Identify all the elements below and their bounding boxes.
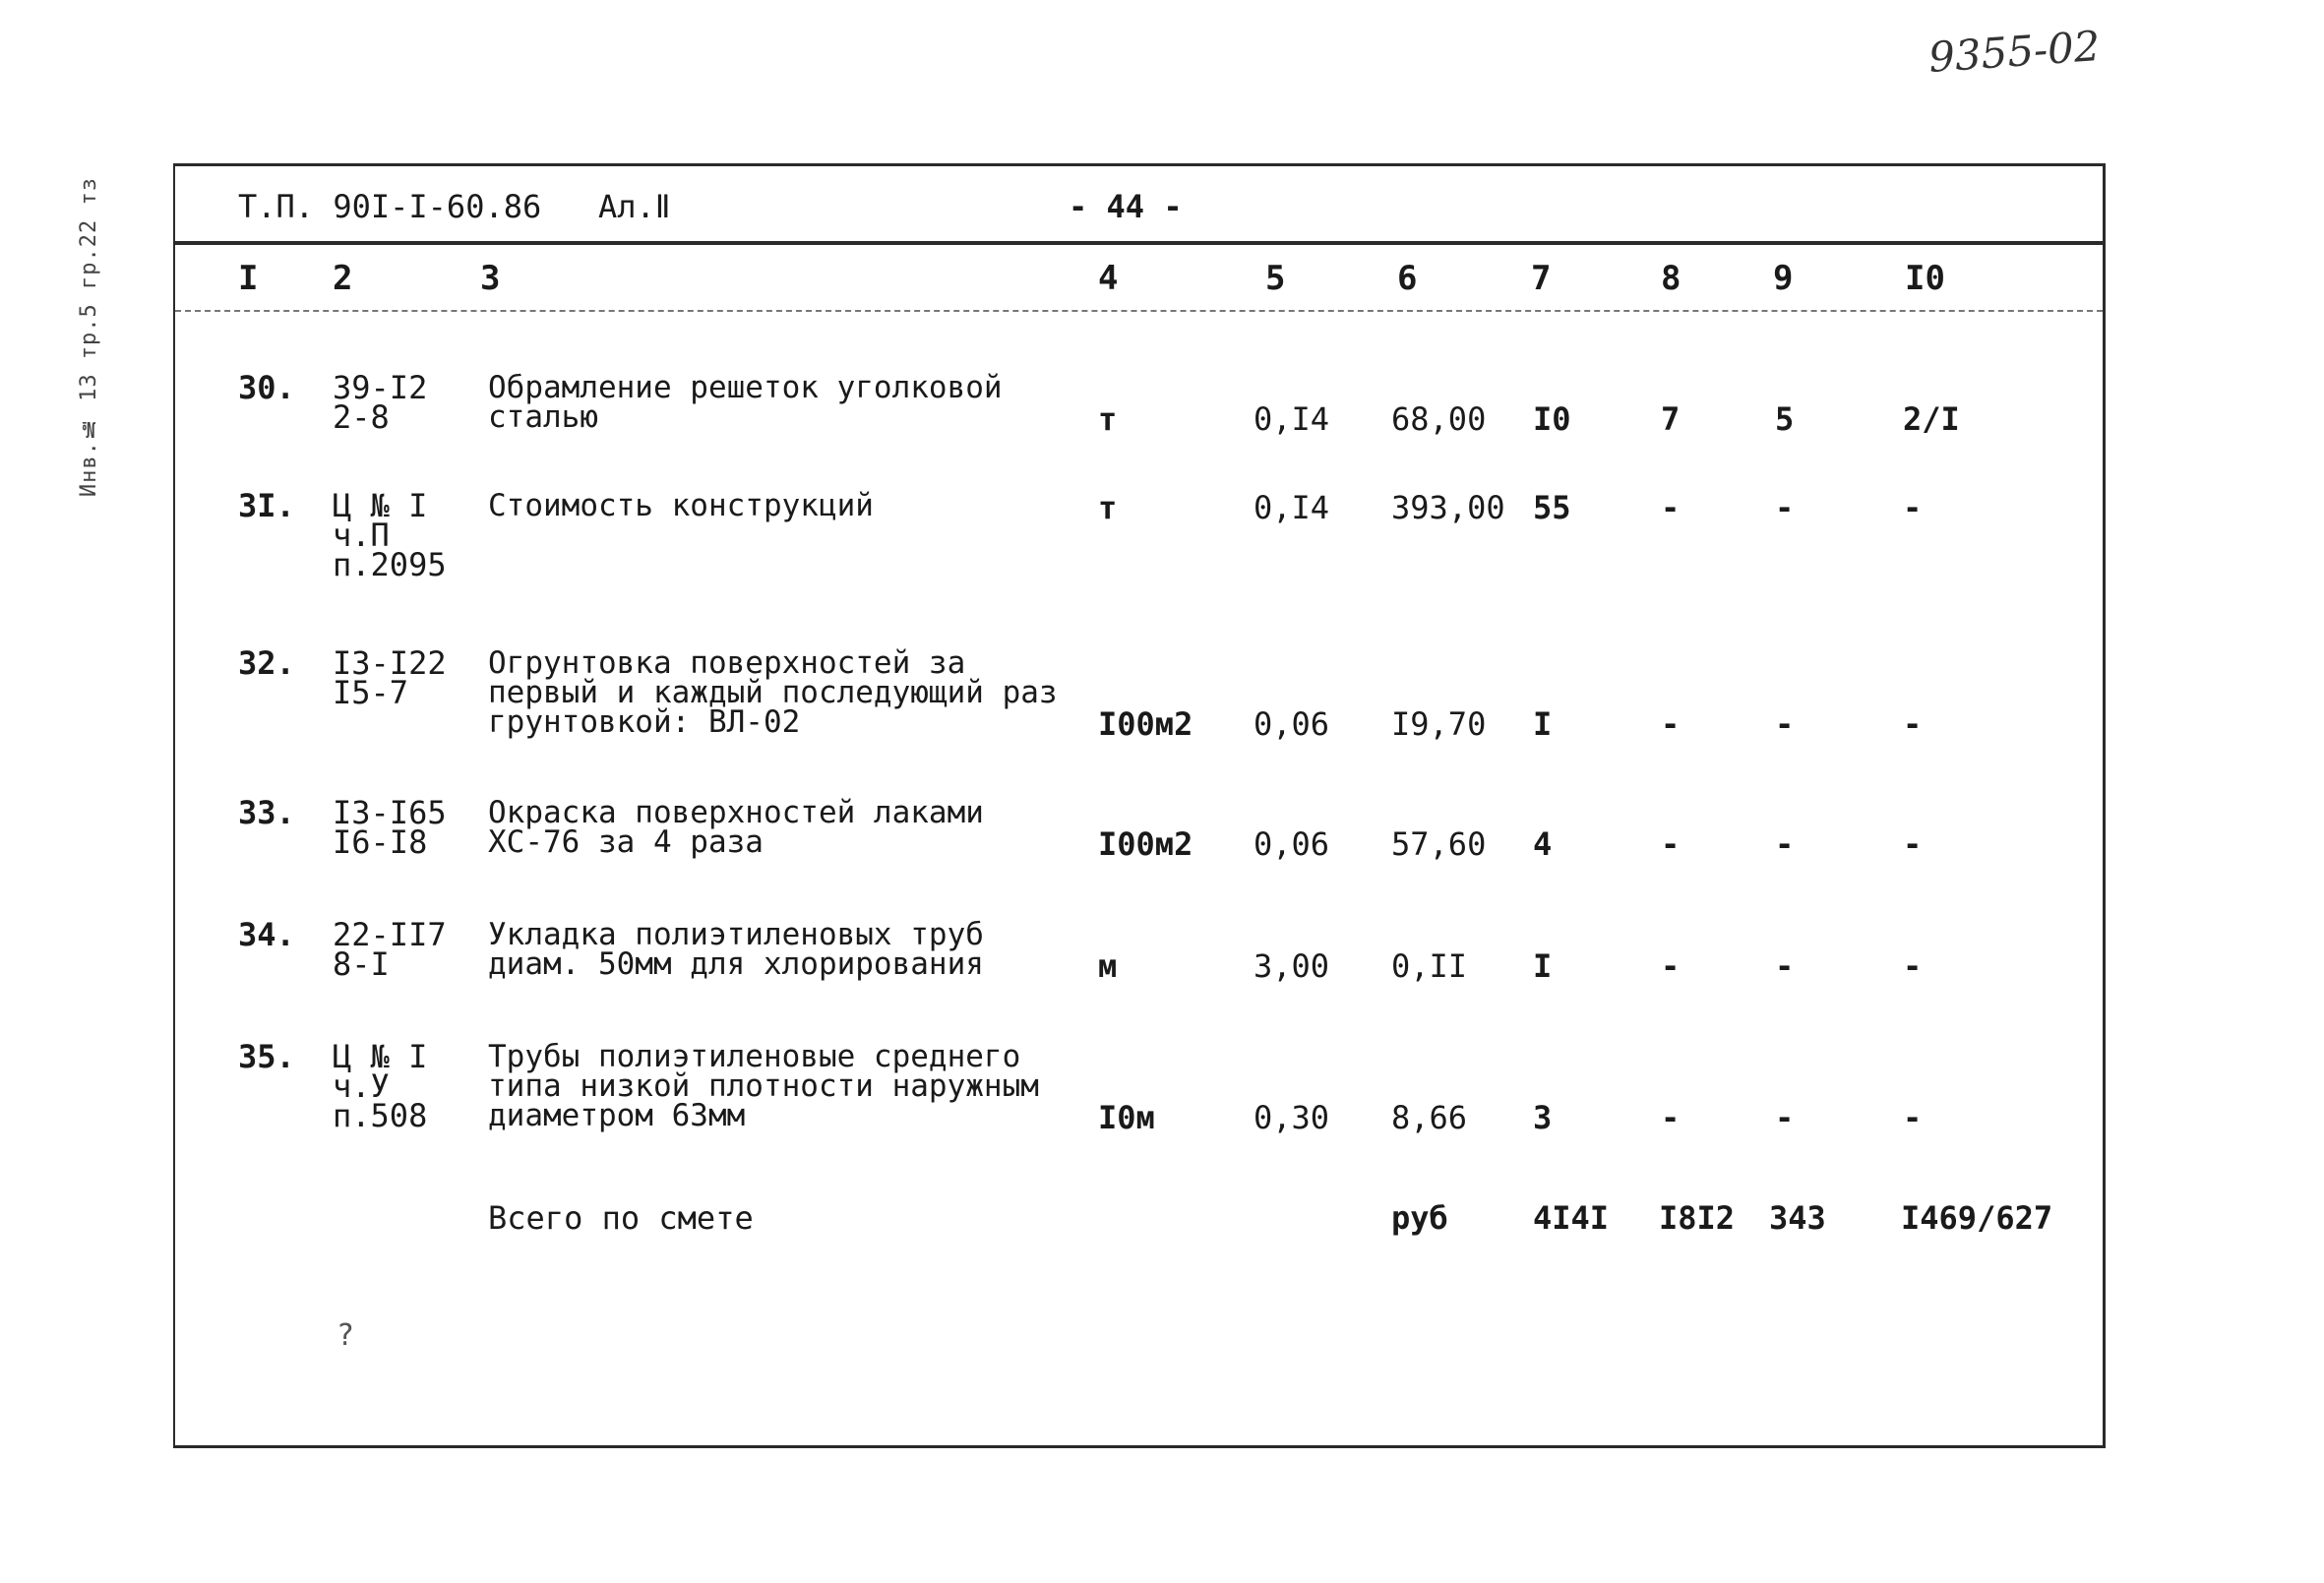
column-header: 6 bbox=[1397, 259, 1418, 298]
row-col7: 4 bbox=[1533, 825, 1553, 863]
column-header: 9 bbox=[1773, 259, 1794, 298]
total-col9: 343 bbox=[1769, 1199, 1826, 1237]
row-col9: - bbox=[1775, 489, 1795, 526]
row-description-line: Окраска поверхностей лаками bbox=[488, 795, 984, 830]
row-code-line: I6-I8 bbox=[333, 823, 428, 861]
column-header: 3 bbox=[480, 259, 501, 298]
project-code: Т.П. 90I-I-60.86 bbox=[238, 188, 542, 225]
row-unit-price: 57,60 bbox=[1391, 825, 1487, 863]
side-note: Инв.№ 13 тр.5 гр.22 тз bbox=[77, 177, 101, 498]
row-description-line: сталью bbox=[488, 399, 598, 435]
column-header: I bbox=[238, 259, 259, 298]
row-col8: - bbox=[1661, 947, 1681, 985]
row-code-line: Ц № I bbox=[333, 1038, 428, 1075]
column-header-row bbox=[175, 245, 2103, 312]
row-col8: 7 bbox=[1661, 400, 1681, 438]
row-code-line: 39-I2 bbox=[333, 369, 428, 406]
row-code-line: ч.П bbox=[333, 517, 390, 554]
row-number: 30. bbox=[238, 369, 295, 406]
row-unit-price: 0,II bbox=[1391, 947, 1468, 985]
row-description-line: первый и каждый последующий раз bbox=[488, 675, 1058, 710]
row-col7: 3 bbox=[1533, 1099, 1553, 1136]
total-col10: I469/627 bbox=[1901, 1199, 2053, 1237]
row-col7: I0 bbox=[1533, 400, 1571, 438]
row-code-line: 8-I bbox=[333, 945, 390, 983]
row-col10: - bbox=[1903, 825, 1923, 863]
row-col8: - bbox=[1661, 1099, 1681, 1136]
column-header: 2 bbox=[333, 259, 353, 298]
column-header: 5 bbox=[1265, 259, 1286, 298]
row-col10: - bbox=[1903, 1099, 1923, 1136]
column-header: I0 bbox=[1905, 259, 1945, 298]
row-col10: - bbox=[1903, 947, 1923, 985]
row-col10: 2/I bbox=[1903, 400, 1960, 438]
row-code-line: ч.У bbox=[333, 1067, 390, 1105]
row-unit: т bbox=[1098, 489, 1118, 526]
row-code-line: Ц № I bbox=[333, 487, 428, 524]
row-code-line: 2-8 bbox=[333, 398, 390, 436]
row-description-line: типа низкой плотности наружным bbox=[488, 1068, 1039, 1104]
total-unit: руб bbox=[1391, 1199, 1448, 1237]
row-quantity: 0,06 bbox=[1254, 705, 1330, 743]
row-description-line: Стоимость конструкций bbox=[488, 488, 874, 523]
row-number: 3I. bbox=[238, 487, 295, 524]
row-col9: - bbox=[1775, 705, 1795, 743]
row-col8: - bbox=[1661, 825, 1681, 863]
row-col8: - bbox=[1661, 489, 1681, 526]
album-label: Ал.Ⅱ bbox=[598, 188, 671, 225]
row-code-line: 22-II7 bbox=[333, 916, 447, 953]
row-col8: - bbox=[1661, 705, 1681, 743]
row-unit-price: I9,70 bbox=[1391, 705, 1487, 743]
row-unit-price: 393,00 bbox=[1391, 489, 1505, 526]
row-description-line: диаметром 63мм bbox=[488, 1098, 746, 1133]
row-description-line: грунтовкой: ВЛ-02 bbox=[488, 704, 801, 740]
sheet-number: 9355-02 bbox=[1926, 21, 2103, 83]
row-unit: I00м2 bbox=[1098, 825, 1193, 863]
row-col7: 55 bbox=[1533, 489, 1571, 526]
row-col9: 5 bbox=[1775, 400, 1795, 438]
row-col9: - bbox=[1775, 1099, 1795, 1136]
row-number: 32. bbox=[238, 644, 295, 682]
row-description-line: Трубы полиэтиленовые среднего bbox=[488, 1039, 1021, 1074]
row-number: 33. bbox=[238, 794, 295, 831]
total-label: Всего по смете bbox=[488, 1199, 754, 1237]
row-code-line: I3-I65 bbox=[333, 794, 447, 831]
pencil-mark: ? bbox=[336, 1318, 355, 1353]
column-header: 7 bbox=[1531, 259, 1552, 298]
row-description-line: Обрамление решеток уголковой bbox=[488, 370, 1003, 405]
row-quantity: 0,06 bbox=[1254, 825, 1330, 863]
row-col9: - bbox=[1775, 825, 1795, 863]
row-quantity: 0,I4 bbox=[1254, 489, 1330, 526]
row-col10: - bbox=[1903, 489, 1923, 526]
row-unit: I00м2 bbox=[1098, 705, 1193, 743]
column-header: 8 bbox=[1661, 259, 1682, 298]
row-unit-price: 8,66 bbox=[1391, 1099, 1468, 1136]
row-number: 34. bbox=[238, 916, 295, 953]
page-number: - 44 - bbox=[1069, 188, 1183, 225]
row-quantity: 3,00 bbox=[1254, 947, 1330, 985]
row-number: 35. bbox=[238, 1038, 295, 1075]
row-quantity: 0,I4 bbox=[1254, 400, 1330, 438]
row-col9: - bbox=[1775, 947, 1795, 985]
document-frame bbox=[173, 163, 2106, 1448]
row-description-line: Укладка полиэтиленовых труб bbox=[488, 917, 984, 952]
total-col7: 4I4I bbox=[1533, 1199, 1610, 1237]
row-col7: I bbox=[1533, 947, 1553, 985]
row-code-line: п.2095 bbox=[333, 546, 447, 583]
row-unit-price: 68,00 bbox=[1391, 400, 1487, 438]
row-col7: I bbox=[1533, 705, 1553, 743]
column-header: 4 bbox=[1098, 259, 1119, 298]
row-unit: м bbox=[1098, 947, 1118, 985]
row-quantity: 0,30 bbox=[1254, 1099, 1330, 1136]
row-description-line: ХС-76 за 4 раза bbox=[488, 824, 764, 860]
row-unit: I0м bbox=[1098, 1099, 1155, 1136]
row-unit: т bbox=[1098, 400, 1118, 438]
row-code-line: I3-I22 bbox=[333, 644, 447, 682]
row-col10: - bbox=[1903, 705, 1923, 743]
row-description-line: диам. 50мм для хлорирования bbox=[488, 946, 984, 982]
row-code-line: п.508 bbox=[333, 1097, 428, 1134]
row-code-line: I5-7 bbox=[333, 674, 409, 711]
total-col8: I8I2 bbox=[1659, 1199, 1736, 1237]
row-description-line: Огрунтовка поверхностей за bbox=[488, 645, 966, 681]
document-header bbox=[175, 166, 2103, 245]
